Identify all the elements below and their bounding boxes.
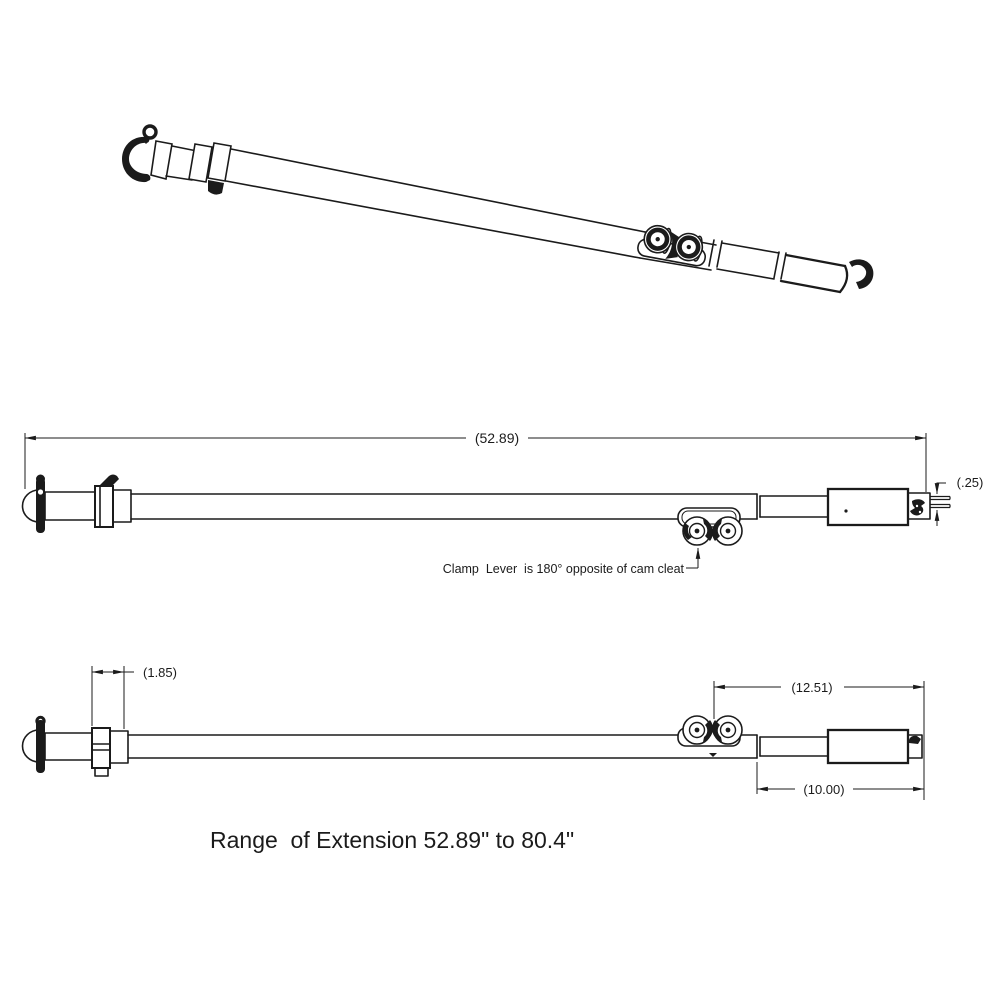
tip-latch-tab bbox=[930, 497, 950, 508]
detail-side-view bbox=[23, 665, 925, 800]
cam-cleat-side bbox=[678, 508, 742, 545]
cleat-to-tip-label: (12.51) bbox=[791, 680, 833, 695]
dimension-overall-length bbox=[25, 430, 926, 492]
clamp-collar bbox=[92, 728, 110, 768]
clamp-collar-iso bbox=[189, 143, 231, 195]
clamp-collar bbox=[95, 486, 113, 527]
end-section-label: (10.00) bbox=[803, 782, 845, 797]
collar-sleeve bbox=[113, 490, 131, 522]
overall-length-label: (52.89) bbox=[474, 430, 520, 446]
dimension-end-section bbox=[757, 762, 924, 797]
latch-pin bbox=[36, 478, 45, 533]
range-note-label: Range of Extension 52.89" to 80.4" bbox=[210, 827, 575, 853]
clamp-note bbox=[443, 548, 698, 576]
cam-cleat-top bbox=[678, 716, 742, 757]
dimension-collar-width bbox=[92, 665, 177, 729]
clamp-lever-icon bbox=[99, 475, 119, 487]
collar-width-label: (1.85) bbox=[143, 665, 177, 680]
extended-side-view bbox=[23, 430, 984, 576]
tube-first-section bbox=[45, 733, 92, 760]
cam-cleat-iso bbox=[637, 223, 710, 267]
pole-detail bbox=[23, 716, 923, 776]
clamp-lever-icon bbox=[95, 768, 108, 776]
clamp-note-label: Clamp Lever is 180° opposite of cam cleat bbox=[442, 562, 684, 576]
outer-tube-end bbox=[828, 730, 908, 763]
butt-cap bbox=[151, 141, 172, 179]
tip-gap-label: (.25) bbox=[956, 475, 984, 490]
isometric-view bbox=[122, 126, 873, 292]
pole-extended bbox=[23, 475, 951, 534]
collar-sleeve bbox=[110, 731, 128, 763]
latch-pin bbox=[36, 720, 45, 773]
jaw-end-iso bbox=[849, 259, 873, 289]
outer-tube-end bbox=[828, 489, 908, 525]
tube-first-section bbox=[45, 492, 95, 520]
tip-jaw-icon bbox=[910, 499, 925, 515]
dimension-tip-gap bbox=[937, 475, 983, 526]
tip-jaw-icon bbox=[909, 736, 921, 744]
